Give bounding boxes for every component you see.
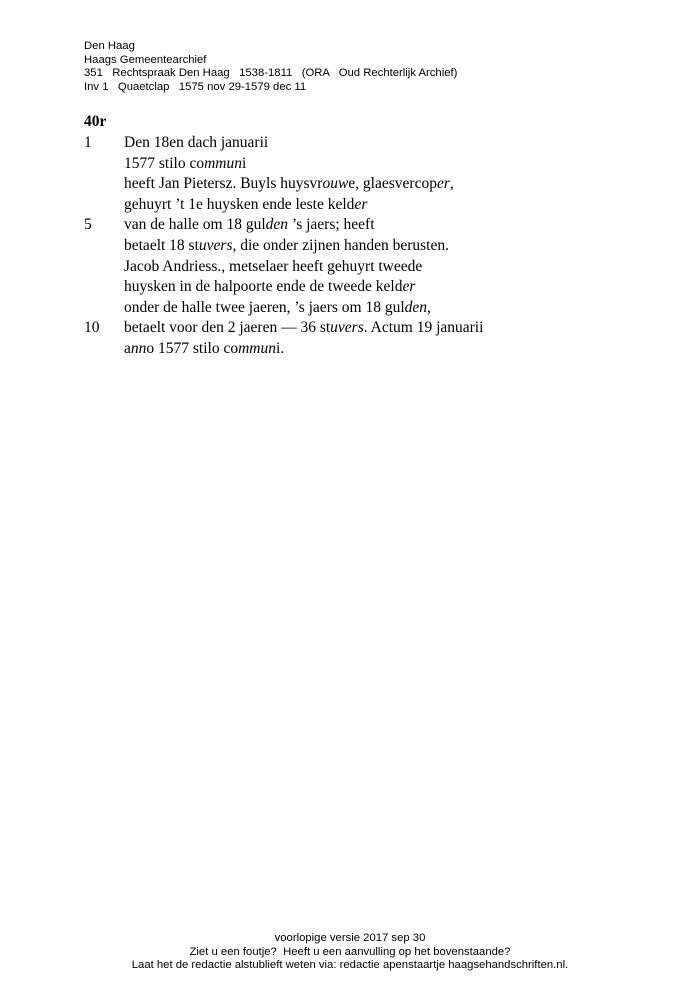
line-number: 1 [84,134,92,151]
expanded-abbreviation: nn [130,339,147,357]
text-segment: , [427,298,431,316]
text-segment: huysken in de halpoorte ende de tweede keld [124,278,403,296]
text-segment: i [241,154,247,172]
folio-number: 40r [84,113,107,130]
text-segment: betaelt voor den 2 jaeren — 36 st [124,319,331,337]
footer-version: voorlopige versie 2017 sep 30 [274,932,426,944]
header-inventory: Inv 1 Quaetclap 1575 nov 29-1579 dec 11 [84,80,307,93]
text-segment: o 1577 stilo co [146,339,239,357]
text-segment: Jacob Andriess., metselaer heeft gehuyrt tweede [124,257,423,275]
line-text [124,318,483,339]
expanded-abbreviation: er [402,278,416,296]
text-segment: heeft Jan Pietersz. Buyls huysvr [124,175,323,193]
footer-contact: Laat het de redactie alstublieft weten via: redactie apenstaartje haagsehandschriften.nl. [131,959,569,972]
line-text [124,257,422,278]
text-segment: , [449,175,454,193]
text-segment: betaelt 18 st [124,236,199,254]
text-segment: . Actum 19 januarii [363,319,484,337]
text-segment: a [124,339,131,357]
line-number: 10 [84,319,100,337]
header-archive: Haags Gemeentearchief [84,53,207,66]
expanded-abbreviation: ouw [322,175,349,193]
expanded-abbreviation: mmun [204,154,242,172]
footer-question: Ziet u een foutje? Heeft u een aanvulling op het bovenstaande? [189,945,511,958]
text-segment: van de halle om 18 gul [124,216,266,234]
text-segment: onder de halle twee jaeren, ’s jaers om 18 gul [124,298,405,316]
expanded-abbreviation: mmun [238,339,276,357]
line-text [124,133,268,154]
line-text [124,339,284,360]
line-text [124,298,431,319]
archive-header [84,40,457,94]
line-text [124,277,415,298]
text-segment: Den 18en dach januarii [124,134,269,151]
expanded-abbreviation: er [354,195,368,213]
expanded-abbreviation: uvers [330,319,364,337]
line-text [124,174,454,195]
text-segment: ’s jaers; heeft [288,216,375,234]
expanded-abbreviation: den [265,216,289,234]
text-segment: gehuyrt ’t 1e huysken ende leste keld [124,195,355,213]
line-text [124,236,449,257]
expanded-abbreviation: den [404,298,428,316]
line-text [124,154,246,175]
page-footer [0,932,700,973]
text-segment: 1577 stilo co [124,154,205,172]
header-city: Den Haag [84,40,135,52]
line-text [124,195,367,216]
text-segment: e, glaesvercop [348,175,437,193]
expanded-abbreviation: er [436,175,450,193]
line-text [124,215,375,236]
text-segment: i. [276,339,285,357]
text-segment: , die onder zijnen handen berusten. [232,236,449,254]
expanded-abbreviation: uvers [198,236,233,254]
line-number: 5 [84,216,92,234]
header-collection: 351 Rechtspraak Den Haag 1538-1811 (ORA Oud Rechterlijk Archief) [84,67,458,80]
